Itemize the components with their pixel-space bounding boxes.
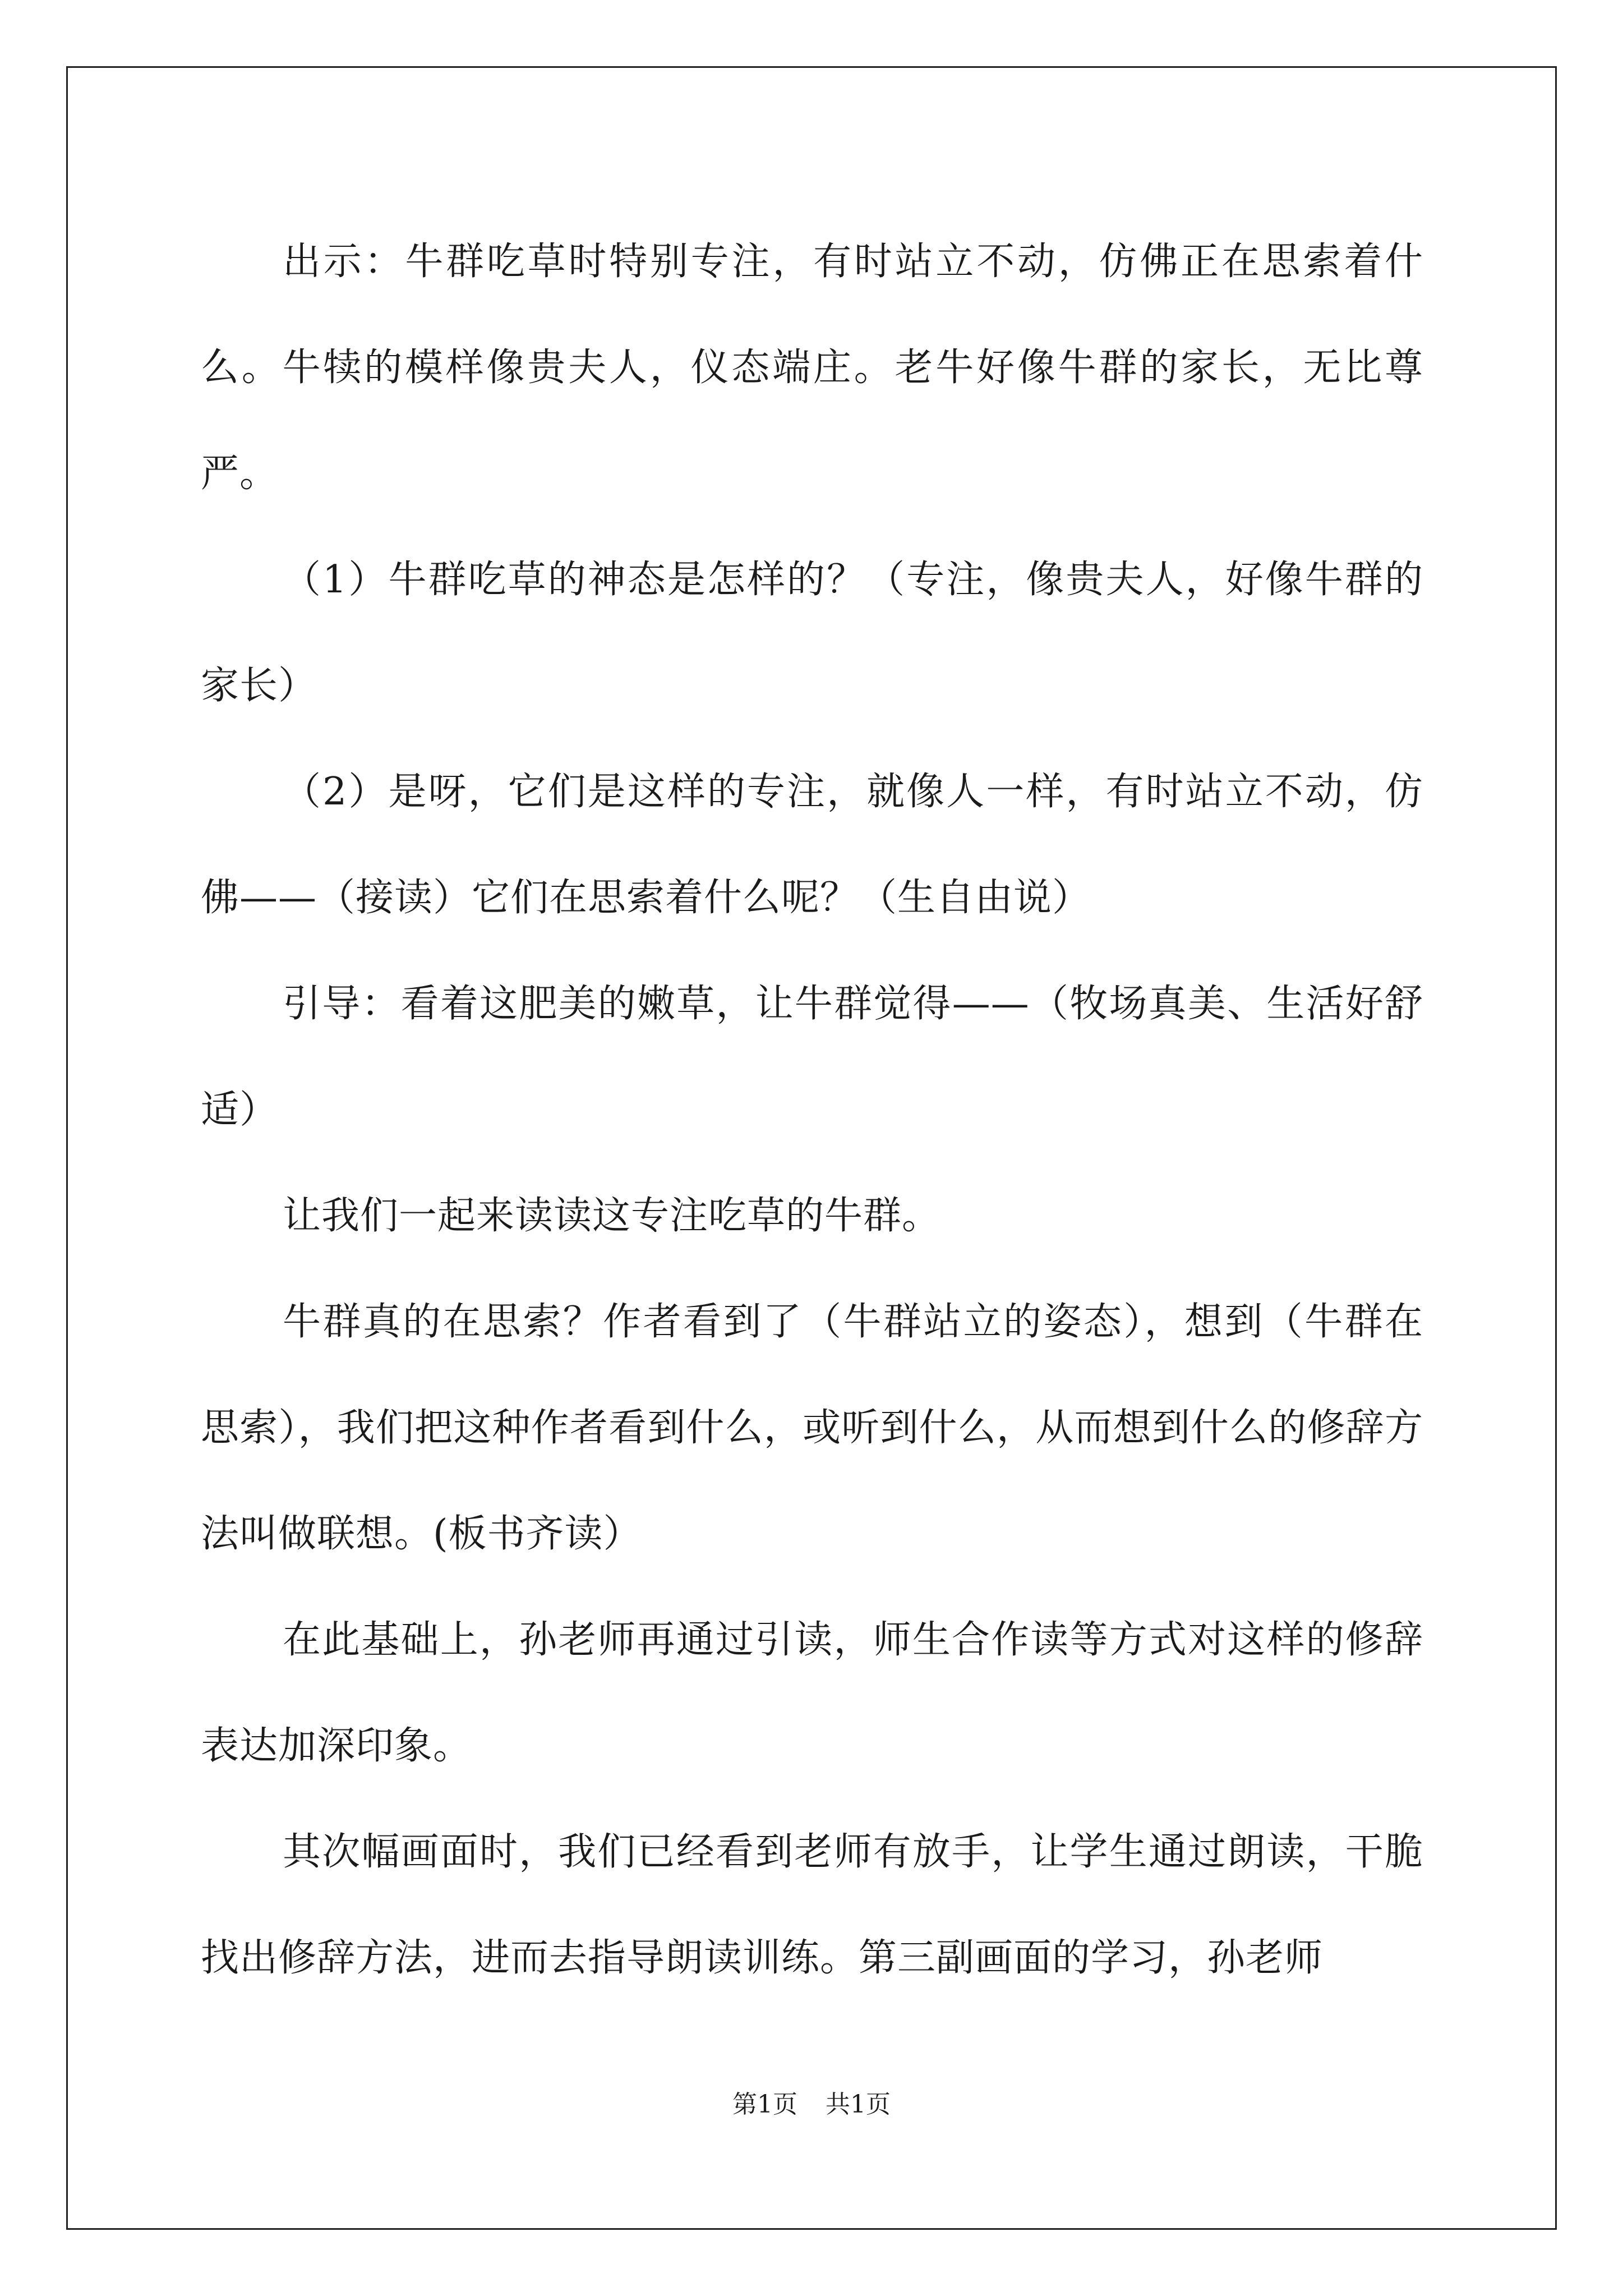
page-total: 共1页 — [826, 2090, 891, 2119]
document-body — [201, 209, 1423, 2011]
paragraph: 牛群真的在思索？作者看到了（牛群站立的姿态），想到（牛群在思索），我们把这种作者看到什么，或听到什么，从而想到什么的修辞方法叫做联想。(板书齐读） — [201, 1300, 1423, 1556]
paragraph: 让我们一起来读读这专注吃草的牛群。 — [283, 1194, 941, 1238]
paragraph: （2）是呀，它们是这样的专注，就像人一样，有时站立不动，仿佛——（接读）它们在思索着什么呢？（生自由说） — [201, 770, 1423, 920]
page-number: 第1页 — [732, 2090, 797, 2119]
paragraph: 其次幅画面时，我们已经看到老师有放手，让学生通过朗读，干脆找出修辞方法，进而去指导朗读训练。第三副画面的学习，孙老师 — [201, 1830, 1423, 1980]
paragraph: 在此基础上，孙老师再通过引读，师生合作读等方式对这样的修辞表达加深印象。 — [201, 1618, 1423, 1768]
paragraph: 出示：牛群吃草时特别专注，有时站立不动，仿佛正在思索着什么。牛犊的模样像贵夫人，仪态端庄。老牛好像牛群的家长，无比尊严。 — [201, 240, 1423, 496]
paragraph: （1）牛群吃草的神态是怎样的？（专注，像贵夫人，好像牛群的家长） — [201, 558, 1423, 708]
page-footer — [0, 2088, 1623, 2122]
paragraph: 引导：看着这肥美的嫩草，让牛群觉得——（牧场真美、生活好舒适） — [201, 982, 1423, 1132]
